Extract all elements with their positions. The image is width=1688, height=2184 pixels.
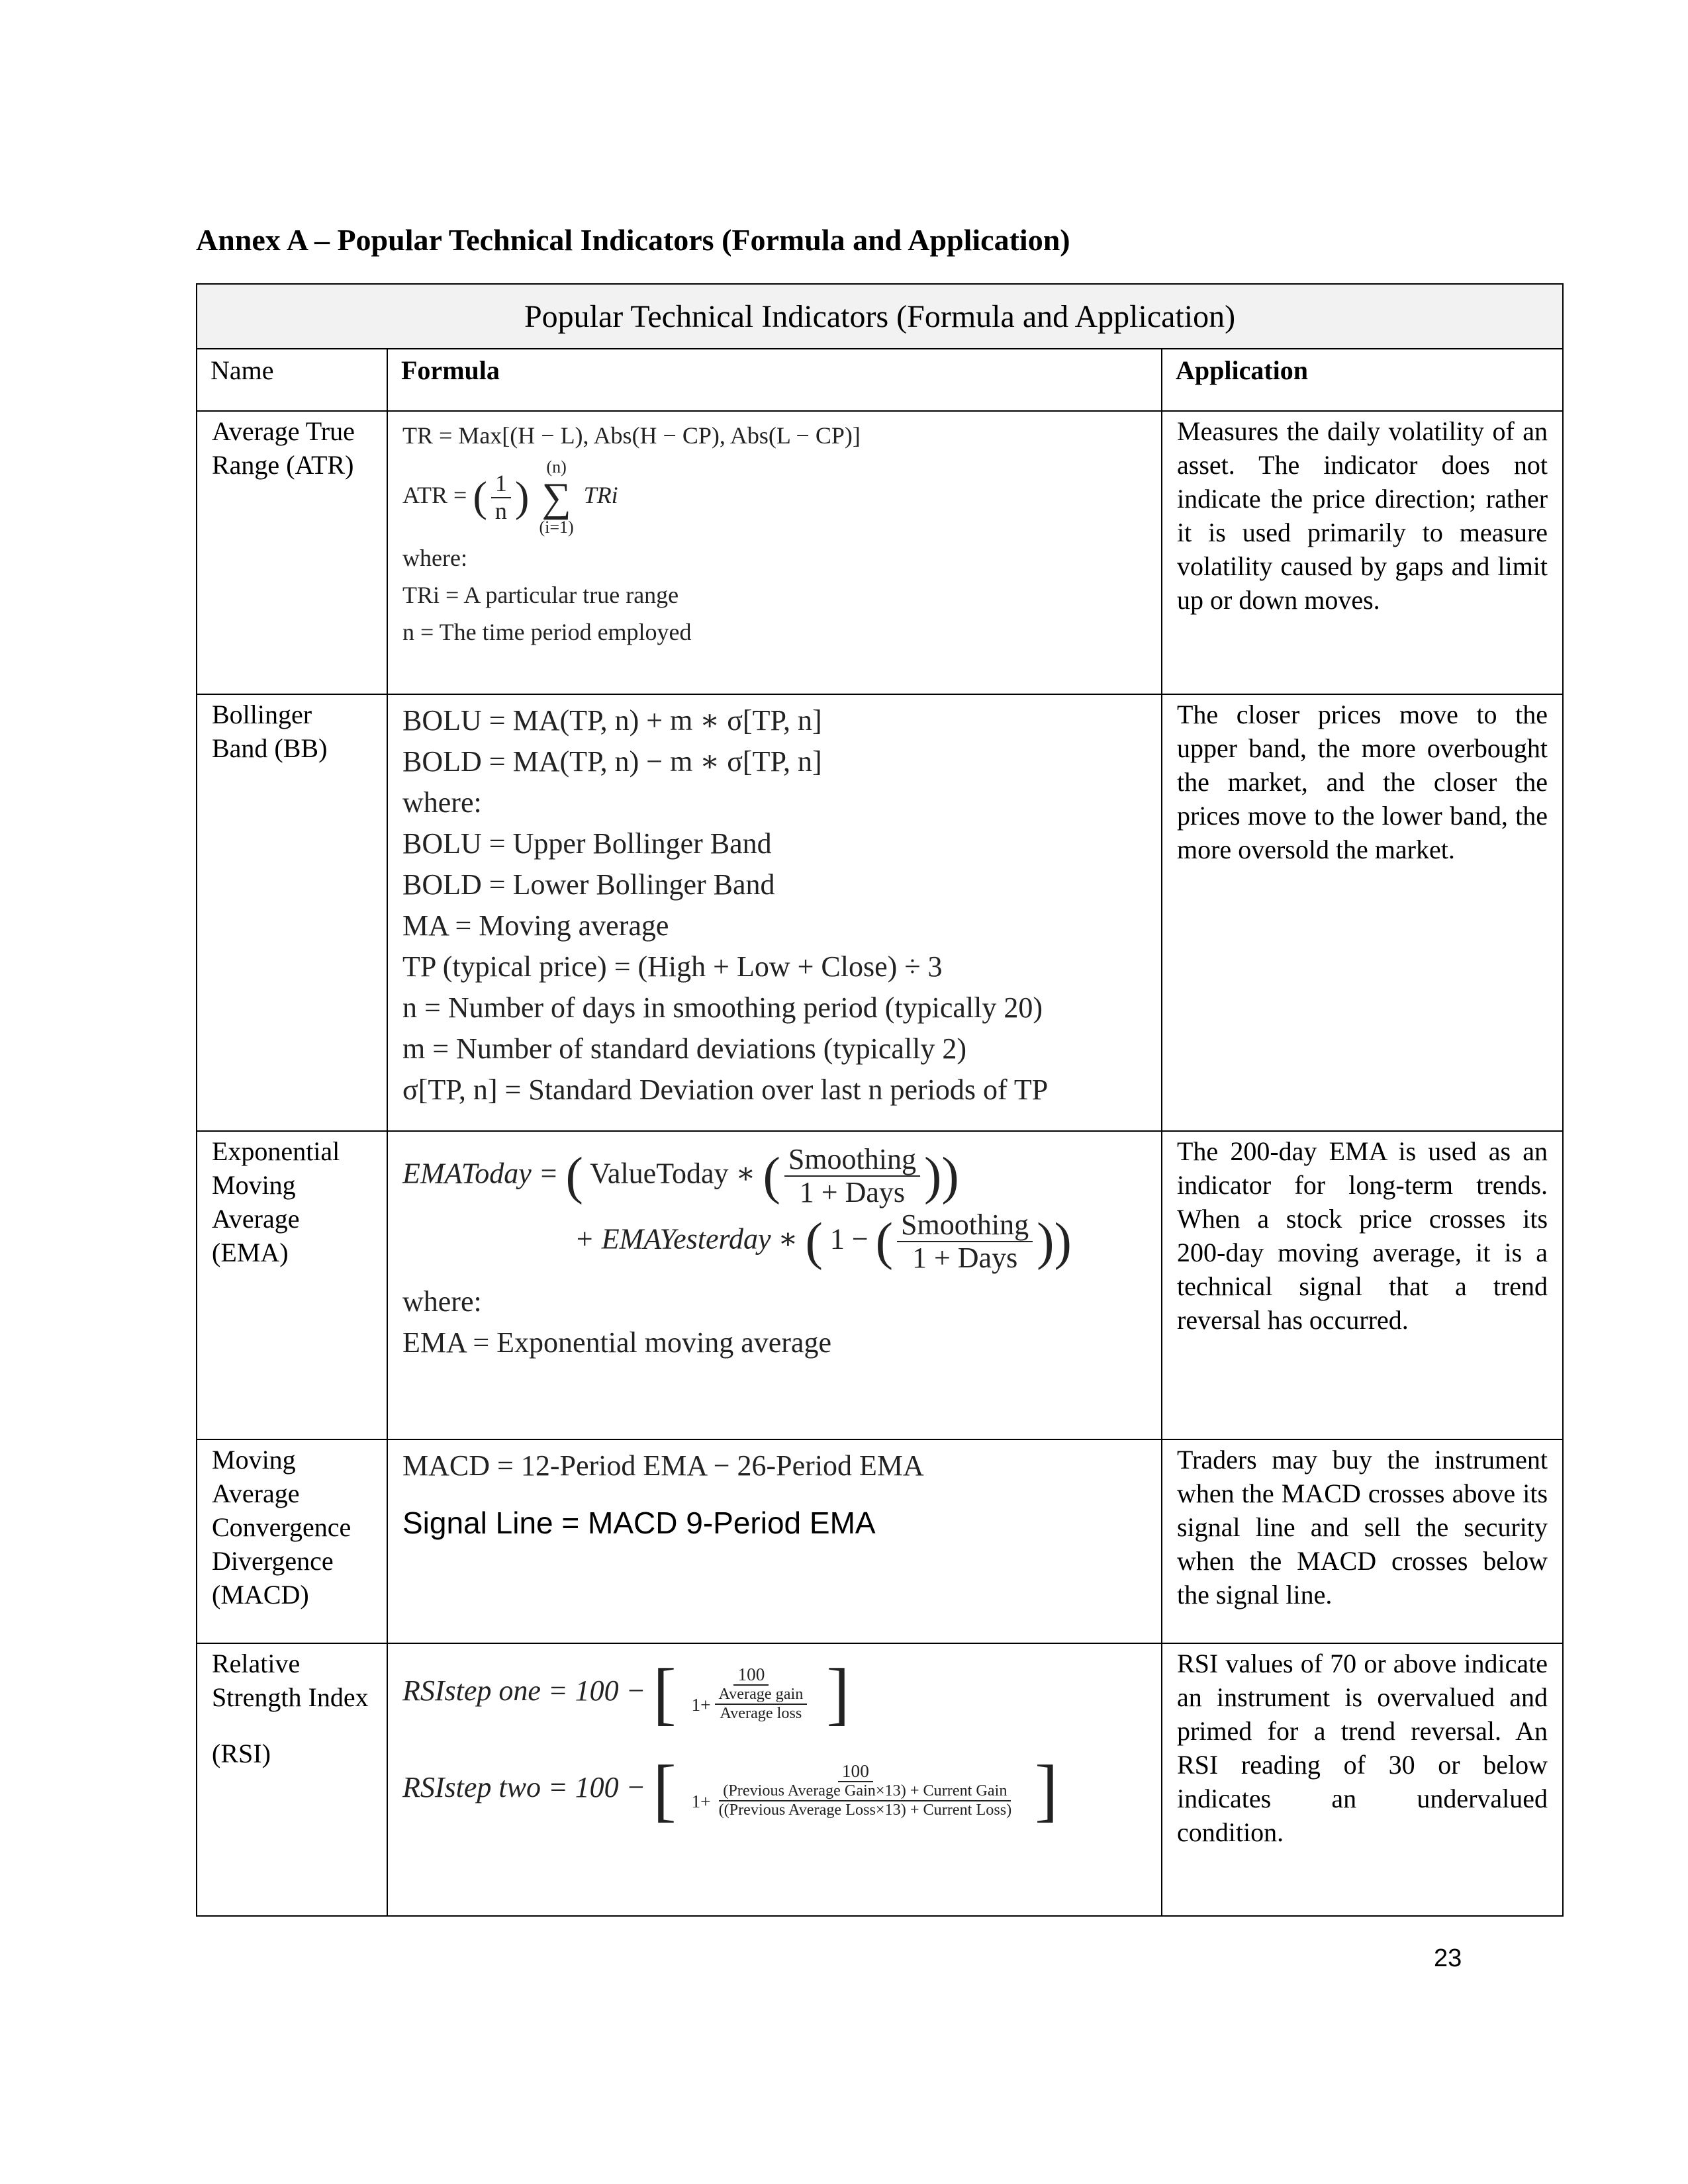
rsi-step-one-lhs: RSIstep one = 100 − <box>402 1674 646 1707</box>
rsi-step-two-one: 1+ <box>691 1791 711 1811</box>
name-bb: Bollinger Band (BB) <box>197 694 387 1131</box>
formula-bb <box>387 694 1162 1131</box>
ema-smoothing-2: Smoothing <box>897 1209 1033 1242</box>
macd-formula: MACD = 12-Period EMA − 26-Period EMA <box>402 1449 924 1482</box>
ema-lhs: EMAToday = <box>402 1157 559 1190</box>
rsi-step-one-gain: Average gain <box>715 1686 808 1705</box>
application-bb: The closer prices move to the upper band, the more overbought the market, and the closer the prices move to the lower band, the more oversold the market. <box>1162 694 1563 1131</box>
ema-line-1: EMAToday = ( ValueToday ∗ ( $\frac{\text{Smoothing}}{\text{1 + Days}}$ )) <box>402 1143 959 1209</box>
atr-def-1: TRi = A particular true range <box>402 582 679 609</box>
atr-def-2: n = The time period employed <box>402 619 692 646</box>
application-atr: Measures the daily volatility of an asset. The indicator does not indicate the price direction; rather it is used primarily to measure volatility caused by gaps and limit up or down moves. <box>1162 411 1563 694</box>
table-row-macd <box>197 1439 1563 1643</box>
name-rsi <box>197 1643 387 1916</box>
bb-def-6: m = Number of standard deviations (typically 2) <box>402 1032 967 1065</box>
name-macd: Moving Average Convergence Divergence (MACD) <box>197 1439 387 1643</box>
page-heading: Annex A – Popular Technical Indicators (Formula and Application) <box>196 223 1070 257</box>
header-formula: Formula <box>387 349 1162 411</box>
table-row-bb <box>197 694 1563 1131</box>
name-ema: Exponential Moving Average (EMA) <box>197 1131 387 1439</box>
name-atr: Average True Range (ATR) <box>197 411 387 694</box>
bb-def-4: TP (typical price) = (High + Low + Close) ÷ 3 <box>402 950 943 983</box>
rsi-step-two-num: 100 <box>838 1761 873 1782</box>
atr-where: where: <box>402 545 467 572</box>
atr-formula: ATR = ( $\frac{1}{n}$ ) (n) ∑ (i=1) TRi <box>402 457 618 537</box>
application-rsi: RSI values of 70 or above indicate an instrument is overvalued and primed for a trend reversal. An RSI reading of 30 or below indicates an undervalued condition. <box>1162 1643 1563 1916</box>
atr-prefix: ATR = <box>402 481 467 508</box>
bb-def-2: BOLD = Lower Bollinger Band <box>402 868 775 901</box>
macd-signal-line: Signal Line = MACD 9-Period EMA <box>402 1506 876 1540</box>
rsi-step-one: RSIstep one = 100 − [ 100 1+ $\frac{\text{Average gain}}{\text{Average loss}}$ ] <box>402 1655 850 1732</box>
table-row-atr <box>197 411 1563 694</box>
formula-atr <box>387 411 1162 694</box>
atr-tr-formula: TR = Max[(H − L), Abs(H − CP), Abs(L − CP)] <box>402 422 861 449</box>
sum-icon: (n) ∑ (i=1) <box>539 457 574 537</box>
ema-smoothing-1: Smoothing <box>784 1144 920 1177</box>
application-macd: Traders may buy the instrument when the MACD crosses above its signal line and sell the security when the MACD crosses below the signal line. <box>1162 1439 1563 1643</box>
table-caption: Popular Technical Indicators (Formula and Application) <box>197 284 1563 349</box>
bb-def-5: n = Number of days in smoothing period (typically 20) <box>402 991 1043 1024</box>
bb-where: where: <box>402 786 482 819</box>
ema-one-minus: 1 − <box>829 1222 868 1255</box>
ema-yesterday: + EMAYesterday ∗ <box>575 1222 798 1255</box>
header-row <box>197 349 1563 411</box>
indicators-table <box>196 283 1564 1917</box>
bb-line-1: BOLU = MA(TP, n) + m ∗ σ[TP, n] <box>402 704 822 737</box>
ema-where: where: <box>402 1285 482 1318</box>
rsi-step-two: RSIstep two = 100 − [ 100 1+ $\frac{\text{(Previous Average Gain×13) + Current Gain}}{\text{((Previous Average Loss×13) + Current Loss)}}$ ] <box>402 1751 1058 1829</box>
ema-value-today: ValueToday ∗ <box>590 1157 756 1190</box>
bb-def-7: σ[TP, n] = Standard Deviation over last n periods of TP <box>402 1073 1049 1106</box>
rsi-step-one-loss: Average loss <box>720 1704 802 1722</box>
formula-ema <box>387 1131 1162 1439</box>
atr-frac-num: 1 <box>491 471 511 498</box>
header-name: Name <box>197 349 387 411</box>
rsi-step-one-num: 100 <box>733 1664 769 1686</box>
ema-line-2: + EMAYesterday ∗ ( 1 − ( $\frac{\text{Smoothing}}{\text{1 + Days}}$ )) <box>575 1208 1072 1275</box>
application-ema: The 200-day EMA is used as an indicator for long-term trends. When a stock price crosses its 200-day moving average, it is a technical signal that a trend reversal has occurred. <box>1162 1131 1563 1439</box>
bb-line-2: BOLD = MA(TP, n) − m ∗ σ[TP, n] <box>402 745 822 778</box>
rsi-step-two-lhs: RSIstep two = 100 − <box>402 1770 646 1803</box>
ema-days-1: 1 + Days <box>799 1176 906 1209</box>
bb-def-1: BOLU = Upper Bollinger Band <box>402 827 772 860</box>
formula-macd <box>387 1439 1162 1643</box>
bb-def-3: MA = Moving average <box>402 909 669 942</box>
rsi-step-one-one: 1+ <box>691 1695 711 1715</box>
table-row-rsi <box>197 1643 1563 1916</box>
table-row-ema <box>197 1131 1563 1439</box>
rsi-abbr: (RSI) <box>212 1739 271 1768</box>
formula-rsi <box>387 1643 1162 1916</box>
atr-frac-den: n <box>494 497 507 524</box>
atr-sum-top: (n) <box>546 457 567 477</box>
atr-sum-term: TRi <box>583 481 618 508</box>
page-number: 23 <box>1434 1944 1462 1972</box>
ema-days-2: 1 + Days <box>912 1242 1018 1275</box>
rsi-step-two-loss: ((Previous Average Loss×13) + Current Loss) <box>718 1800 1012 1819</box>
header-application: Application <box>1162 349 1563 411</box>
atr-sum-bottom: (i=1) <box>539 517 574 537</box>
rsi-name: Relative Strength Index <box>212 1649 369 1712</box>
rsi-step-two-gain: (Previous Average Gain×13) + Current Gain <box>719 1782 1011 1801</box>
ema-def: EMA = Exponential moving average <box>402 1326 831 1359</box>
